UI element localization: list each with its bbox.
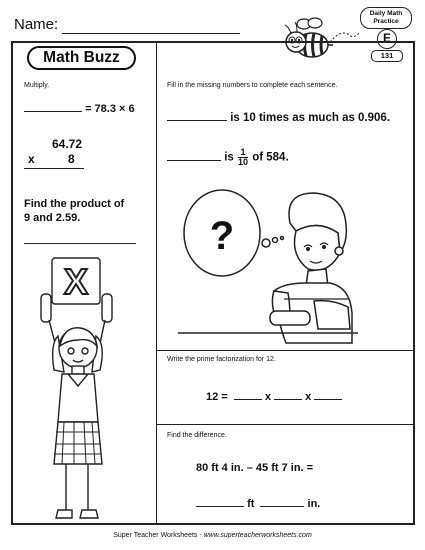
daily-math-tag — [360, 7, 412, 29]
tag-line1: Daily Math — [369, 10, 403, 17]
sentence-2 — [167, 148, 289, 167]
feet-blank[interactable] — [196, 506, 244, 507]
worksheet-number: 131 — [371, 50, 403, 62]
fraction — [238, 148, 248, 167]
boy-thinking-illustration — [178, 183, 358, 347]
feet-label: ft — [247, 498, 255, 510]
difference-answer-row — [196, 498, 320, 510]
name-line[interactable] — [62, 33, 240, 34]
fill-in-instruction: Fill in the missing numbers to complete each sentence. — [167, 82, 338, 89]
sign-letter: X — [63, 261, 89, 302]
footer — [0, 532, 425, 539]
factor-blank-3[interactable] — [314, 399, 342, 400]
vertical-bottom-number: 8 — [68, 152, 75, 166]
section-divider-2 — [156, 424, 415, 425]
sentence-1-text: is 10 times as much as 0.906. — [230, 112, 391, 124]
word-problem-line1: Find the product of — [24, 198, 125, 210]
fraction-denominator: 10 — [238, 157, 249, 167]
level-letter: E — [377, 29, 397, 49]
difference-expression: 80 ft 4 in. – 45 ft 7 in. = — [196, 462, 314, 474]
factor-row — [206, 391, 342, 403]
sentence-2-blank[interactable] — [167, 160, 221, 161]
footer-text: Super Teacher Worksheets - — [113, 532, 204, 539]
page-title: Math Buzz — [27, 46, 136, 70]
sentence-2-pre: is — [224, 151, 234, 164]
inches-blank[interactable] — [260, 506, 304, 507]
product-answer-blank[interactable] — [24, 243, 136, 244]
word-problem — [24, 197, 124, 225]
prime-instruction: Write the prime factorization for 12. — [167, 356, 276, 363]
vertical-top-number: 64.72 — [52, 137, 83, 151]
sentence-2-post: of 584. — [252, 151, 289, 164]
equation-text: = 78.3 × 6 — [85, 103, 135, 115]
factor-x-2: x — [305, 391, 312, 403]
difference-instruction: Find the difference. — [167, 432, 227, 439]
equation-row — [24, 103, 135, 115]
equation-answer-blank[interactable] — [24, 111, 82, 112]
factor-blank-2[interactable] — [274, 399, 302, 400]
factor-lhs: 12 = — [206, 391, 228, 403]
sentence-1 — [167, 112, 390, 124]
factor-blank-1[interactable] — [234, 399, 262, 400]
factor-x-1: x — [264, 391, 271, 403]
thought-question-mark: ? — [209, 214, 235, 258]
inches-label: in. — [307, 498, 321, 510]
sentence-1-blank[interactable] — [167, 120, 227, 121]
footer-url[interactable]: www.superteacherworksheets.com — [203, 532, 312, 539]
tag-line2: Practice — [373, 18, 399, 25]
column-divider — [156, 41, 157, 525]
vertical-operator: x — [28, 152, 35, 166]
section-divider-1 — [156, 350, 415, 351]
name-label: Name: — [14, 16, 59, 33]
girl-holding-sign-illustration — [30, 252, 130, 524]
word-problem-line2: 9 and 2.59. — [24, 212, 81, 224]
vertical-answer-line — [24, 168, 84, 169]
fraction-numerator: 1 — [238, 148, 248, 158]
multiply-instruction: Multiply. — [24, 82, 50, 89]
